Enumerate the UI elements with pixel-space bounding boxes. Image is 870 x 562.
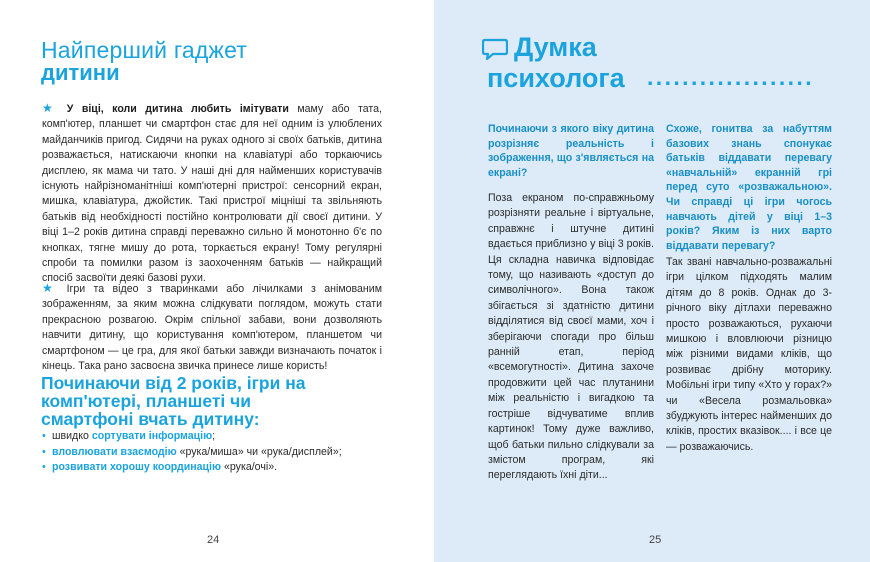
paragraph-1-body: маму або тата, комп'ютер, планшет чи смартфон стає для неї одним із улюблених майданчиків пригод. Сидячи на руках одного зі своїх батьків, дитина розважається, натискаючи кнопки на клавіатурі або торкаючись дисплею, як мама чи тато. У наші дні для найменших користувачів існують найрізноманітніші комп'ютерні пристрої: сенсорний екран, мишка, клавіатура, джойстик. Такі пристрої міцніші та звільняють батьків від необхідності постійно контролювати дії своєї дитини. У віці 1–2 років дитина справді переважно сильно й монотонно б'є по кнопках, тягне мишу до рота, торкається екрану! Тому регулярні спроби та помилки разом із заохоченням батьків — найкращий спосіб засвоїти деякі базові рухи.: [42, 103, 382, 285]
skills-list: [42, 429, 342, 476]
paragraph-1-lead: У віці, коли дитина любить імітувати: [66, 103, 289, 115]
dotted-leader: ...................: [647, 64, 815, 90]
list-item: • швидко сортувати інформацію;: [42, 429, 342, 445]
star-icon: ★: [42, 101, 59, 115]
paragraph-2-body: Ігри та відео з тваринками або лічилками з анімованим зображенням, за яким можна слідкувати поглядом, можуть стати прекрасною розвагою. Окрім спільної забави, вони дозволяють навчити дитину, що користування комп'ютером, планшетом чи смартфоном — це гра, для якої батьки завжди визначають початок і кінець. Така рано засвоєна звичка принесе лише користь!: [42, 283, 382, 373]
psychologist-title-line1: Думка: [514, 32, 597, 62]
paragraph-2: [42, 281, 382, 374]
question-1: Починаючи з якого віку дитина розрізняє реальність і зображення, що з'являється на екрані?: [488, 123, 654, 179]
chapter-title-bold: дитини: [41, 60, 120, 85]
list-item: • розвивати хорошу координацію «рука/очі».: [42, 460, 342, 476]
star-icon: ★: [42, 281, 59, 295]
skills-heading: Починаючи від 2 років, ігри на комп'ютері, планшеті чи смартфоні вчать дитину:: [41, 373, 306, 429]
answer-1: Поза екраном по-справжньому розрізняти реальне і віртуальне, справжнє і штучне дитині вдається приблизно у віці 3 років. Ця складна навичка відповідає тому, що називають «доступ до символічного». Вона також збігається зі здатністю дитини відділятися від своєї мами, хоч і зберігаючи спогади про більш ранній етап, період «всемогутності». Дитина захоче продовжити цей час плутанини між реальністю і вигадкою та гостріше відчуватиме вплив картинок! Тому дуже важливо, щоб батьки пильно слідкували за змістом програм, які переглядають їхні діти...: [488, 192, 654, 482]
answer-2: Так звані навчально-розважальні ігри цілком підходять малим дітям до 8 років. Однак до 3-річного віку дітлахи переважно просто розважаються, рухаючи мишкою і вловлюючи різницю між різними видами кліків, що розвиває дрібну моторику. Мобільні ігри типу «Хто у горах?» чи «Весела розмальовка» збуджують інтерес найменших до кліків, простих вказівок.... і все це — розважаючись.: [666, 256, 832, 453]
psychologist-title-line2: психолога: [487, 63, 625, 93]
page-number-right: 25: [649, 534, 662, 546]
left-page: [0, 0, 434, 562]
list-item: • вловлювати взаємодію «рука/миша» чи «рука/дисплей»;: [42, 445, 342, 461]
paragraph-1: [42, 101, 382, 287]
speech-bubble-icon: [482, 38, 508, 60]
chapter-title-light: Найперший гаджет: [41, 37, 248, 63]
page-number-left: 24: [207, 534, 220, 546]
question-2: Схоже, гонитва за набуттям базових знань спонукає батьків віддавати перевагу «навчальній» екранній грі перед суто «розважальною». Чи справді ці ігри чогось навчають дітей у віці 1–3 років? Яким із них варто віддавати перевагу?: [666, 123, 832, 252]
